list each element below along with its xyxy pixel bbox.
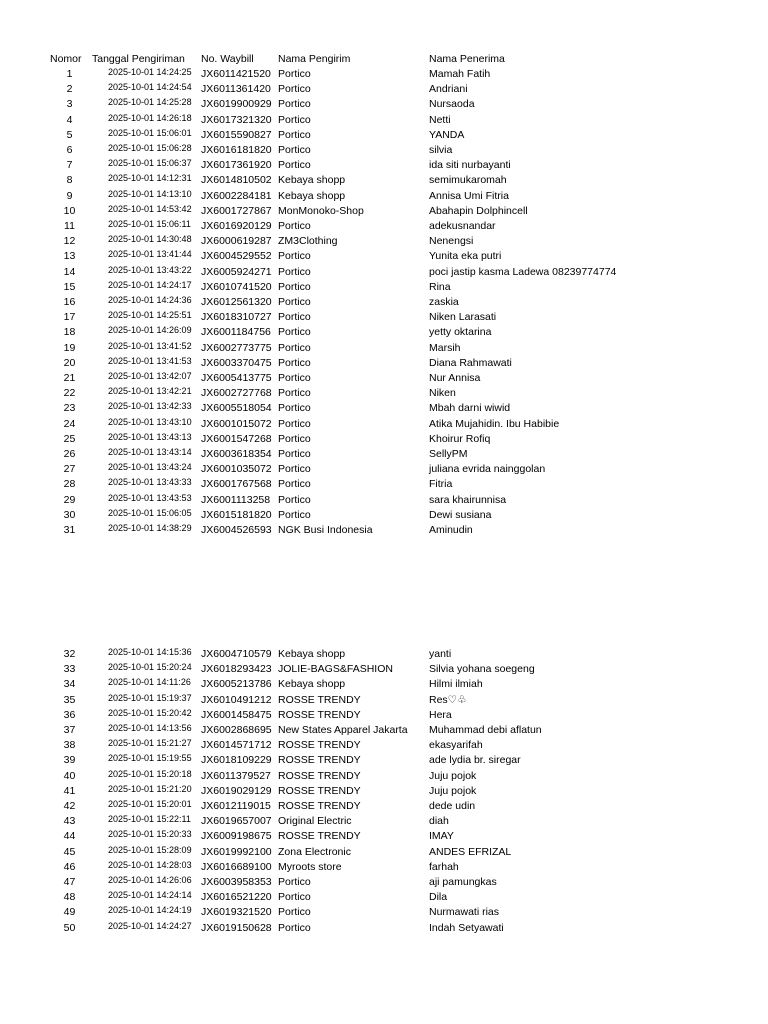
recipient-name: silvia (429, 144, 453, 156)
sender-name: JOLIE-BAGS&FASHION (278, 663, 393, 676)
waybill-number: JX6003618354 (201, 448, 272, 460)
row-number: 18 (63, 326, 76, 339)
shipment-date: 2025-10-01 14:28:03 (108, 859, 192, 870)
row-number: 1 (66, 68, 73, 80)
shipment-date: 2025-10-01 14:24:36 (108, 295, 192, 305)
waybill-number: JX6002773775 (201, 341, 272, 354)
waybill-number: JX6016689100 (201, 860, 272, 873)
recipient-name: aji pamungkas (429, 876, 497, 888)
table-row (0, 523, 768, 538)
shipment-date: 2025-10-01 13:43:24 (108, 462, 192, 473)
sender-name: Portico (278, 220, 311, 232)
shipment-date: 2025-10-01 15:06:37 (108, 158, 192, 169)
waybill-number: JX6019029129 (201, 784, 272, 797)
shipment-date: 2025-10-01 13:43:22 (108, 264, 192, 275)
row-number: 31 (63, 524, 76, 536)
recipient-name: Nur Annisa (429, 372, 481, 384)
sender-name: ROSSE TRENDY (278, 739, 361, 752)
shipment-date: 2025-10-01 14:26:18 (108, 112, 192, 123)
sender-name: Portico (278, 144, 311, 156)
sender-name: Portico (278, 463, 311, 476)
recipient-name: IMAY (429, 830, 454, 843)
waybill-number: JX6018293423 (201, 663, 272, 676)
recipient-name: dede udin (429, 800, 476, 812)
sender-name: Portico (278, 356, 311, 369)
shipment-date: 2025-10-01 14:24:17 (108, 279, 192, 290)
shipment-date: 2025-10-01 14:24:25 (108, 67, 192, 77)
sender-name: Portico (278, 280, 311, 293)
sender-name: Portico (278, 876, 311, 888)
sender-name: Portico (278, 891, 311, 904)
shipment-date: 2025-10-01 15:28:09 (108, 844, 192, 855)
waybill-number: JX6014571712 (201, 739, 272, 752)
waybill-number: JX6001767568 (201, 478, 272, 491)
shipment-date: 2025-10-01 13:43:13 (108, 431, 192, 442)
sender-name: Kebaya shopp (278, 648, 346, 660)
shipment-date: 2025-10-01 15:20:33 (108, 829, 192, 840)
row-number: 27 (63, 463, 76, 476)
row-number: 8 (66, 174, 73, 187)
waybill-number: JX6001727867 (201, 204, 272, 217)
recipient-name: Rina (429, 280, 451, 293)
shipment-date: 2025-10-01 13:41:44 (108, 249, 192, 260)
recipient-name: Nenengsi (429, 235, 474, 248)
sender-name: Portico (278, 448, 311, 460)
waybill-number: JX6003958353 (201, 876, 272, 888)
shipment-date: 2025-10-01 15:06:28 (108, 143, 192, 153)
sender-name: Kebaya shopp (278, 174, 346, 187)
header-pengirim: Nama Pengirim (278, 53, 351, 65)
sender-name: ROSSE TRENDY (278, 769, 361, 782)
sender-name: ZM3Clothing (278, 235, 338, 248)
row-number: 44 (63, 830, 76, 843)
row-number: 20 (63, 356, 76, 369)
recipient-name: Muhammad debi aflatun (429, 724, 542, 736)
recipient-name: SellyPM (429, 448, 468, 460)
shipment-date: 2025-10-01 13:42:33 (108, 401, 192, 412)
shipment-date: 2025-10-01 13:43:14 (108, 447, 192, 457)
row-number: 7 (66, 159, 73, 172)
sender-name: Portico (278, 372, 311, 384)
waybill-number: JX6003370475 (201, 356, 272, 369)
header-penerima: Nama Penerima (429, 53, 505, 65)
shipment-date: 2025-10-01 14:30:48 (108, 234, 192, 245)
row-number: 34 (63, 678, 76, 691)
sender-name: Portico (278, 906, 311, 919)
row-number: 50 (63, 921, 76, 934)
waybill-number: JX6012119015 (201, 800, 271, 812)
recipient-name: semimukaromah (429, 174, 507, 187)
sender-name: Portico (278, 326, 311, 339)
shipment-date: 2025-10-01 15:21:27 (108, 738, 192, 749)
shipment-date: 2025-10-01 15:20:42 (108, 707, 192, 718)
recipient-name: Atika Mujahidin. Ibu Habibie (429, 417, 560, 430)
sender-name: Portico (278, 113, 311, 126)
recipient-name: Fitria (429, 478, 453, 491)
header-waybill: No. Waybill (201, 53, 254, 65)
row-number: 47 (63, 876, 76, 888)
sender-name: Portico (278, 432, 311, 445)
row-number: 17 (63, 311, 76, 324)
waybill-number: JX6012561320 (201, 296, 272, 308)
sender-name: Portico (278, 508, 311, 521)
shipment-date: 2025-10-01 14:26:06 (108, 875, 192, 885)
waybill-number: JX6002284181 (201, 189, 272, 202)
waybill-number: JX6001547268 (201, 432, 272, 445)
sender-name: MonMonoko-Shop (278, 204, 364, 217)
table-row (0, 921, 768, 936)
recipient-name: Hilmi ilmiah (429, 678, 483, 691)
recipient-name: Mbah darni wiwid (429, 402, 511, 415)
recipient-name: Dila (429, 891, 448, 904)
shipment-date: 2025-10-01 14:24:14 (108, 890, 192, 901)
recipient-name: Aminudin (429, 524, 473, 536)
waybill-number: JX6014810502 (201, 174, 272, 187)
row-number: 49 (63, 906, 76, 919)
recipient-name: diah (429, 815, 449, 828)
recipient-name: Andriani (429, 83, 468, 96)
waybill-number: JX6001015072 (201, 417, 272, 430)
row-number: 13 (63, 250, 76, 263)
waybill-number: JX6005518054 (201, 402, 272, 415)
shipment-date: 2025-10-01 13:43:10 (108, 416, 192, 427)
row-number: 4 (66, 113, 73, 126)
waybill-number: JX6005213786 (201, 678, 272, 691)
waybill-number: JX6010491212 (201, 693, 272, 706)
waybill-number: JX6011361420 (201, 83, 271, 96)
sender-name: Portico (278, 402, 311, 415)
recipient-name: Niken Larasati (429, 311, 497, 324)
shipment-date: 2025-10-01 13:43:53 (108, 492, 192, 503)
recipient-name: Diana Rahmawati (429, 356, 512, 369)
row-number: 25 (63, 432, 76, 445)
sender-name: Portico (278, 250, 311, 263)
recipient-name: Annisa Umi Fitria (429, 189, 509, 202)
waybill-number: JX6019321520 (201, 906, 272, 919)
sender-name: ROSSE TRENDY (278, 693, 361, 706)
recipient-name: Dewi susiana (429, 508, 492, 521)
shipment-date: 2025-10-01 14:26:09 (108, 325, 192, 336)
waybill-number: JX6010741520 (201, 280, 272, 293)
header-nomor: Nomor (50, 53, 82, 65)
shipment-date: 2025-10-01 15:19:55 (108, 753, 192, 764)
recipient-name: Mamah Fatih (429, 68, 491, 80)
waybill-number: JX6017361920 (201, 159, 272, 172)
row-number: 12 (63, 235, 76, 248)
sender-name: Portico (278, 83, 311, 96)
waybill-number: JX6001113258 (201, 493, 271, 506)
waybill-number: JX6019992100 (201, 845, 272, 858)
recipient-name: poci jastip kasma Ladewa 08239774774 (429, 265, 617, 278)
row-number: 43 (63, 815, 76, 828)
waybill-number: JX6011379527 (201, 769, 271, 782)
shipment-date: 2025-10-01 13:43:33 (108, 477, 192, 488)
sender-name: ROSSE TRENDY (278, 800, 361, 812)
row-number: 15 (63, 280, 76, 293)
waybill-number: JX6002868695 (201, 724, 272, 736)
sender-name: Portico (278, 417, 311, 430)
sender-name: Portico (278, 68, 311, 80)
waybill-number: JX6015590827 (201, 128, 272, 141)
row-number: 42 (63, 800, 76, 812)
row-number: 16 (63, 296, 76, 308)
row-number: 10 (63, 204, 76, 217)
sender-name: Kebaya shopp (278, 189, 346, 202)
row-number: 28 (63, 478, 76, 491)
recipient-name: YANDA (429, 128, 465, 141)
shipment-date: 2025-10-01 15:20:18 (108, 768, 192, 779)
sender-name: Portico (278, 296, 311, 308)
waybill-number: JX6004529552 (201, 250, 272, 263)
recipient-name: Nurmawati rias (429, 906, 500, 919)
sender-name: ROSSE TRENDY (278, 708, 361, 721)
shipment-date: 2025-10-01 14:13:56 (108, 723, 192, 733)
shipment-date: 2025-10-01 13:41:53 (108, 355, 192, 366)
row-number: 2 (66, 83, 73, 96)
recipient-name: ANDES EFRIZAL (429, 845, 512, 858)
row-number: 46 (63, 860, 76, 873)
recipient-name: adekusnandar (429, 220, 496, 232)
row-number: 23 (63, 402, 76, 415)
shipment-date: 2025-10-01 15:20:01 (108, 799, 192, 809)
row-number: 30 (63, 508, 76, 521)
shipment-date: 2025-10-01 13:41:52 (108, 340, 192, 351)
recipient-name: ade lydia br. siregar (429, 754, 521, 767)
shipment-date: 2025-10-01 14:24:19 (108, 905, 192, 916)
row-number: 6 (66, 144, 73, 156)
sender-name: ROSSE TRENDY (278, 784, 361, 797)
shipment-date: 2025-10-01 14:24:54 (108, 82, 192, 93)
waybill-number: JX6019150628 (201, 921, 272, 934)
shipment-date: 2025-10-01 13:42:07 (108, 371, 192, 381)
sender-name: Portico (278, 311, 311, 324)
sender-name: Zona Electronic (278, 845, 351, 858)
shipment-date: 2025-10-01 15:22:11 (108, 814, 191, 825)
row-number: 24 (63, 417, 76, 430)
waybill-number: JX6016181820 (201, 144, 272, 156)
sender-name: NGK Busi Indonesia (278, 524, 373, 536)
waybill-number: JX6016920129 (201, 220, 272, 232)
shipment-date: 2025-10-01 15:19:37 (108, 692, 192, 703)
row-number: 33 (63, 663, 76, 676)
sender-name: Portico (278, 493, 311, 506)
recipient-name: juliana evrida nainggolan (429, 463, 546, 476)
row-number: 5 (66, 128, 73, 141)
row-number: 22 (63, 387, 76, 400)
recipient-name: ida siti nurbayanti (429, 159, 511, 172)
shipment-date: 2025-10-01 14:53:42 (108, 203, 192, 214)
shipment-date: 2025-10-01 14:11:26 (108, 677, 191, 688)
waybill-number: JX6004526593 (201, 524, 272, 536)
shipment-date: 2025-10-01 14:38:29 (108, 523, 192, 533)
recipient-name: Indah Setyawati (429, 921, 504, 934)
shipment-date: 2025-10-01 15:20:24 (108, 662, 192, 673)
row-number: 39 (63, 754, 76, 767)
shipment-date: 2025-10-01 14:15:36 (108, 647, 192, 657)
row-number: 11 (64, 220, 75, 232)
sender-name: Portico (278, 921, 311, 934)
shipment-date: 2025-10-01 14:25:51 (108, 310, 192, 321)
sender-name: Portico (278, 159, 311, 172)
recipient-name: farhah (429, 860, 459, 873)
sender-name: Portico (278, 341, 311, 354)
row-number: 38 (63, 739, 76, 752)
waybill-number: JX6018310727 (201, 311, 272, 324)
row-number: 32 (63, 648, 76, 660)
row-number: 48 (63, 891, 76, 904)
sender-name: Kebaya shopp (278, 678, 346, 691)
shipment-date: 2025-10-01 14:25:28 (108, 97, 192, 108)
recipient-name: sara khairunnisa (429, 493, 507, 506)
sender-name: Portico (278, 98, 311, 111)
recipient-name: Hera (429, 708, 452, 721)
row-number: 41 (63, 784, 76, 797)
row-number: 35 (63, 693, 76, 706)
waybill-number: JX6004710579 (201, 648, 272, 660)
waybill-number: JX6000619287 (201, 235, 272, 248)
recipient-name: Khoirur Rofiq (429, 432, 491, 445)
waybill-number: JX6001035072 (201, 463, 272, 476)
sender-name: ROSSE TRENDY (278, 754, 361, 767)
sender-name: ROSSE TRENDY (278, 830, 361, 843)
waybill-number: JX6019657007 (201, 815, 272, 828)
shipment-date: 2025-10-01 15:21:20 (108, 783, 192, 794)
recipient-name: Silvia yohana soegeng (429, 663, 535, 676)
recipient-name: yetty oktarina (429, 326, 492, 339)
recipient-name: Juju pojok (429, 784, 477, 797)
shipment-date: 2025-10-01 14:12:31 (108, 173, 192, 184)
shipment-date: 2025-10-01 14:13:10 (108, 188, 192, 199)
recipient-name: yanti (429, 648, 452, 660)
row-number: 3 (66, 98, 73, 111)
recipient-name: Netti (429, 113, 451, 126)
waybill-number: JX6009198675 (201, 830, 272, 843)
recipient-name: Res♡♧ (429, 693, 467, 706)
row-number: 36 (63, 708, 76, 721)
row-number: 29 (63, 493, 76, 506)
waybill-number: JX6015181820 (201, 508, 272, 521)
sender-name: Portico (278, 478, 311, 491)
row-number: 21 (63, 372, 76, 384)
row-number: 26 (63, 448, 76, 460)
waybill-number: JX6002727768 (201, 387, 272, 400)
sender-name: Portico (278, 128, 311, 141)
sender-name: New States Apparel Jakarta (278, 724, 408, 736)
recipient-name: Yunita eka putri (429, 250, 502, 263)
recipient-name: Marsih (429, 341, 461, 354)
waybill-number: JX6016521220 (201, 891, 272, 904)
recipient-name: ekasyarifah (429, 739, 483, 752)
recipient-name: zaskia (429, 296, 459, 308)
sender-name: Portico (278, 265, 311, 278)
recipient-name: Nursaoda (429, 98, 475, 111)
shipment-date: 2025-10-01 15:06:05 (108, 507, 192, 518)
waybill-number: JX6001184756 (201, 326, 271, 339)
shipment-date: 2025-10-01 13:42:21 (108, 386, 192, 397)
waybill-number: JX6005924271 (201, 265, 272, 278)
waybill-number: JX6019900929 (201, 98, 272, 111)
waybill-number: JX6018109229 (201, 754, 272, 767)
sender-name: Myroots store (278, 860, 342, 873)
row-number: 40 (63, 769, 76, 782)
sender-name: Original Electric (278, 815, 352, 828)
shipment-date: 2025-10-01 15:06:11 (108, 219, 191, 229)
header-tanggal: Tanggal Pengiriman (92, 53, 185, 65)
recipient-name: Juju pojok (429, 769, 477, 782)
row-number: 37 (63, 724, 76, 736)
sender-name: Portico (278, 387, 311, 400)
waybill-number: JX6001458475 (201, 708, 272, 721)
recipient-name: Niken (429, 387, 456, 400)
waybill-number: JX6005413775 (201, 372, 272, 384)
waybill-number: JX6017321320 (201, 113, 272, 126)
shipment-date: 2025-10-01 15:06:01 (108, 127, 192, 138)
row-number: 19 (63, 341, 76, 354)
row-number: 45 (63, 845, 76, 858)
row-number: 9 (66, 189, 73, 202)
recipient-name: Abahapin Dolphincell (429, 204, 528, 217)
shipment-date: 2025-10-01 14:24:27 (108, 920, 192, 931)
row-number: 14 (63, 265, 76, 278)
waybill-number: JX6011421520 (201, 68, 271, 80)
